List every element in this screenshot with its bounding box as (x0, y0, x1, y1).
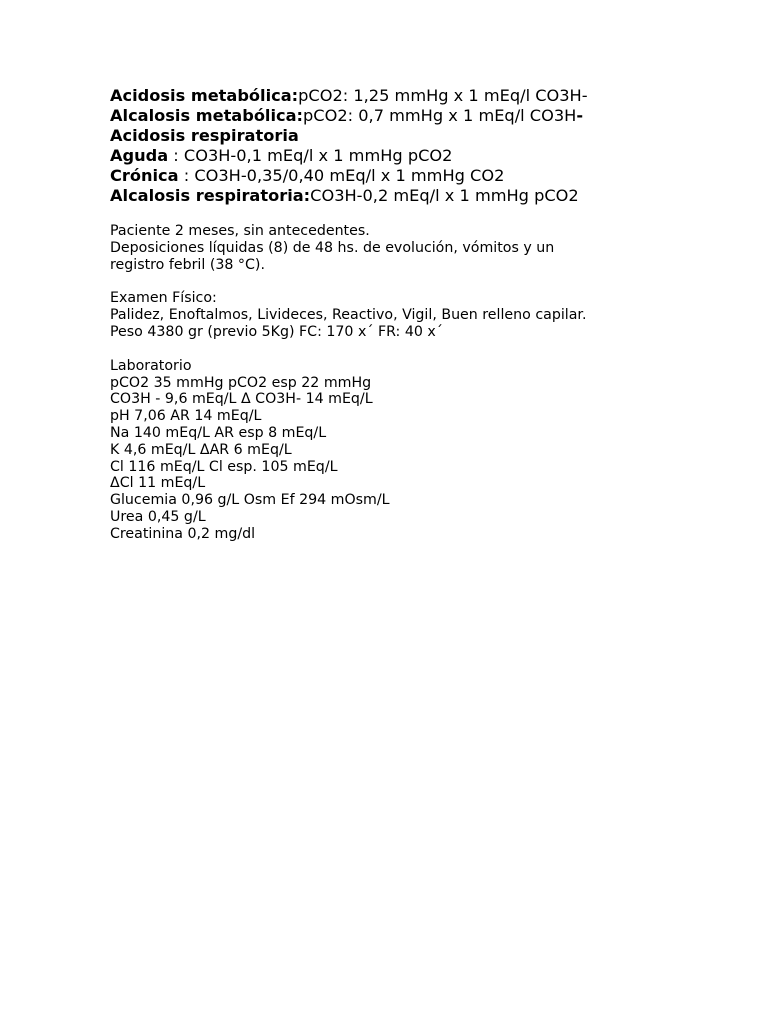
rule-label: Aguda (110, 146, 169, 165)
rule-label: Alcalosis respiratoria: (110, 186, 311, 205)
rule-text: CO3H-0,2 mEq/l x 1 mmHg pCO2 (310, 186, 579, 205)
compensation-rules (110, 86, 750, 206)
rule-label: Crónica (110, 166, 179, 185)
rule-label: Acidosis metabólica: (110, 86, 299, 105)
lab-line: CO3H - 9,6 mEq/L Δ CO3H- 14 mEq/L (110, 391, 373, 408)
document-page (110, 86, 750, 543)
exam-title: Examen Físico: (110, 290, 217, 307)
lab-title: Laboratorio (110, 357, 192, 374)
rule-label: Alcalosis metabólica: (110, 106, 304, 125)
rule-label: Acidosis respiratoria (110, 126, 299, 145)
case-description (110, 223, 750, 273)
lab-line: pH 7,06 AR 14 mEq/L (110, 408, 262, 425)
lab-line: Cl 116 mEq/L Cl esp. 105 mEq/L (110, 458, 338, 475)
lab-line: Na 140 mEq/L AR esp 8 mEq/L (110, 424, 327, 441)
lab-line: Glucemia 0,96 g/L Osm Ef 294 mOsm/L (110, 492, 390, 509)
rule-text: pCO2: 1,25 mmHg x 1 mEq/l CO3H- (298, 86, 588, 105)
physical-exam (110, 290, 750, 340)
rule-aguda (110, 146, 750, 166)
laboratory (110, 358, 750, 543)
rule-alcalosis-respiratoria (110, 186, 750, 206)
lab-line: pCO2 35 mmHg pCO2 esp 22 mmHg (110, 374, 372, 391)
exam-line: Palidez, Enoftalmos, Livideces, Reactivo, Vigil, Buen relleno capilar. (110, 307, 587, 324)
rule-suffix: - (576, 106, 584, 125)
lab-line: Creatinina 0,2 mg/dl (110, 525, 256, 542)
rule-acidosis-metabolica (110, 86, 750, 106)
lab-line: K 4,6 mEq/L ΔAR 6 mEq/L (110, 441, 292, 458)
case-line: registro febril (38 °C). (110, 256, 265, 273)
rule-cronica (110, 166, 750, 186)
rule-text: pCO2: 0,7 mmHg x 1 mEq/l CO3H (303, 106, 577, 125)
rule-text: : CO3H-0,1 mEq/l x 1 mmHg pCO2 (168, 146, 453, 165)
rule-acidosis-respiratoria (110, 126, 750, 146)
rule-alcalosis-metabolica (110, 106, 750, 126)
case-line: Deposiciones líquidas (8) de 48 hs. de evolución, vómitos y un (110, 239, 555, 256)
exam-line: Peso 4380 gr (previo 5Kg) FC: 170 x´ FR: 40 x´ (110, 323, 443, 340)
case-line: Paciente 2 meses, sin antecedentes. (110, 223, 370, 239)
lab-line: ΔCl 11 mEq/L (110, 475, 206, 492)
lab-line: Urea 0,45 g/L (110, 508, 206, 525)
rule-text: : CO3H-0,35/0,40 mEq/l x 1 mmHg CO2 (178, 166, 505, 185)
